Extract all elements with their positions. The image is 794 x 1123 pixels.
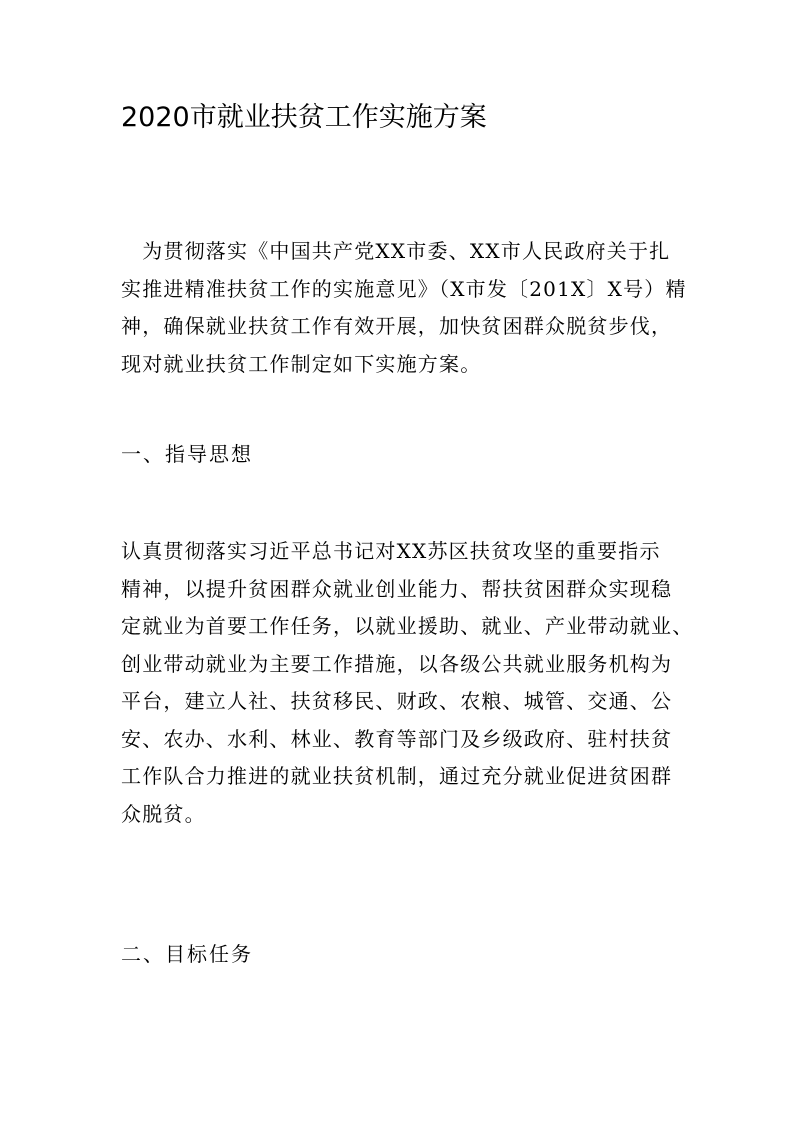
- intro-line: 现对就业扶贫工作制定如下实施方案。: [121, 351, 482, 376]
- paragraph-line: 定就业为首要工作任务，以就业援助、就业、产业带动就业、: [121, 614, 694, 638]
- intro-paragraph: [121, 233, 687, 383]
- intro-line: 为贯彻落实《中国共产党XX市委、XX市人民政府关于扎: [121, 239, 671, 263]
- paragraph-line: 工作队合力推进的就业扶贫机制，通过充分就业促进贫困群: [121, 764, 673, 788]
- document-title: 2020市就业扶贫工作实施方案: [121, 102, 487, 133]
- paragraph-line: 安、农办、水利、林业、教育等部门及乡级政府、驻村扶贫: [121, 726, 673, 751]
- section-heading-guiding-ideology: 一、指导思想: [121, 442, 253, 466]
- section-heading-goals-tasks: 二、目标任务: [121, 942, 253, 966]
- intro-line: 实推进精准扶贫工作的实施意见》（X市发〔201X〕X号）精: [121, 276, 687, 301]
- paragraph-line: 平台，建立人社、扶贫移民、财政、农粮、城管、交通、公: [121, 689, 673, 713]
- intro-line: 神，确保就业扶贫工作有效开展，加快贫困群众脱贫步伐，: [121, 314, 673, 338]
- paragraph-line: 认真贯彻落实习近平总书记对XX苏区扶贫攻坚的重要指示: [121, 539, 661, 563]
- guiding-ideology-paragraph: [121, 533, 693, 833]
- paragraph-line: 创业带动就业为主要工作措施，以各级公共就业服务机构为: [121, 651, 673, 676]
- paragraph-line: 众脱贫。: [121, 801, 206, 826]
- paragraph-line: 精神，以提升贫困群众就业创业能力、帮扶贫困群众实现稳: [121, 576, 673, 601]
